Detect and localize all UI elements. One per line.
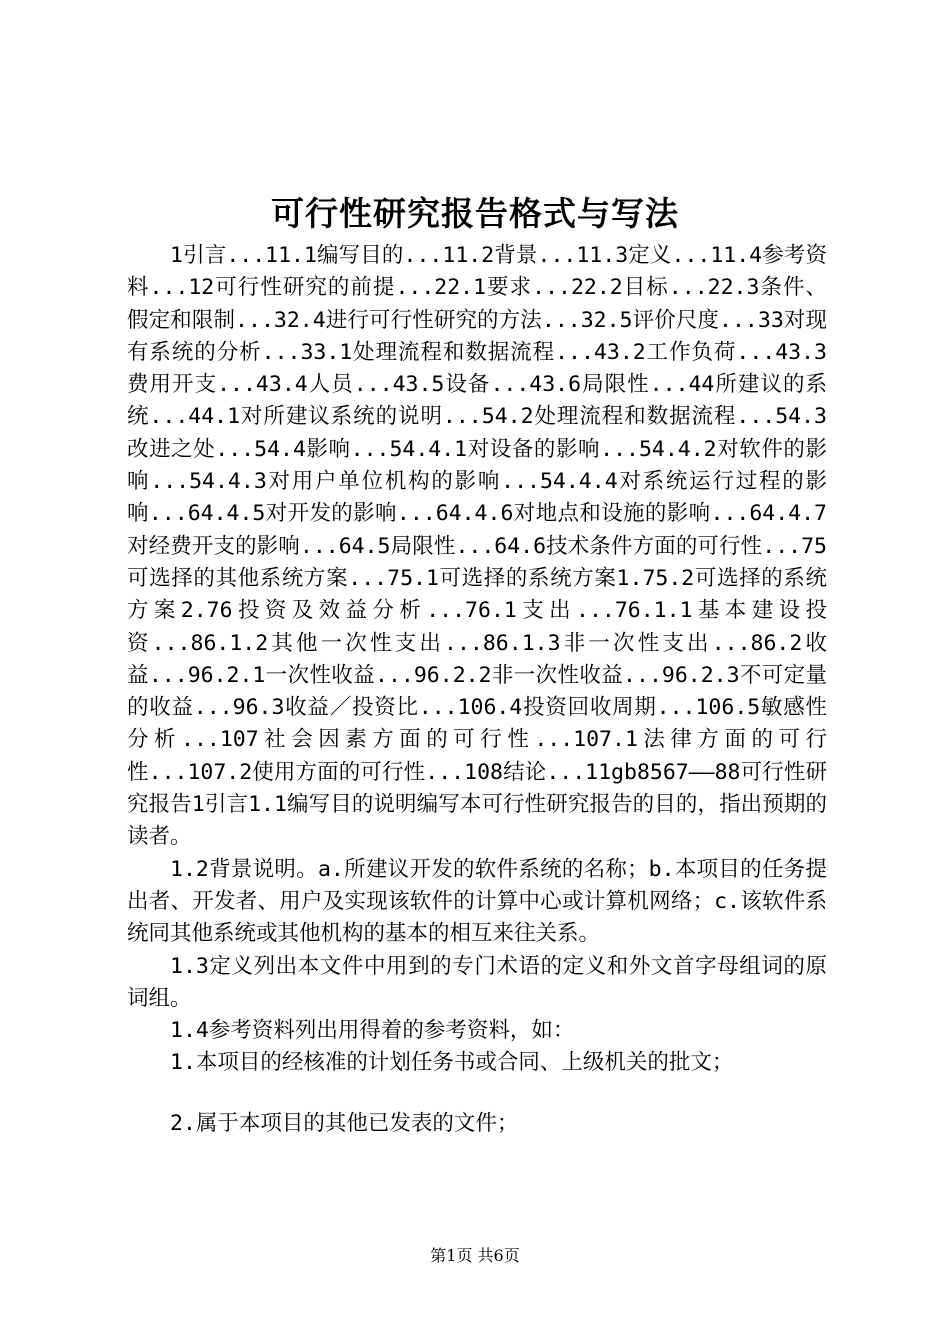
reference-item-1: 1.本项目的经核准的计划任务书或合同、上级机关的批文； <box>170 1050 734 1076</box>
background-paragraph: 1.2背景说明。a.所建议开发的软件系统的名称；b.本项目的任务提出者、开发者、用户及实现该软件的计算中心或计算机网络；c.该软件系统同其他系统或其他机构的基本的相互来往关系。 <box>127 856 827 947</box>
definition-paragraph: 1.3定义列出本文件中用到的专门术语的定义和外文首字母组词的原词组。 <box>127 953 827 1011</box>
document-title: 可行性研究报告格式与写法 <box>271 194 679 233</box>
reference-item-2: 2.属于本项目的其他已发表的文件； <box>170 1110 519 1136</box>
page-footer: 第1页 共6页 <box>430 1246 520 1265</box>
toc-paragraph: 1引言...11.1编写目的...11.2背景...11.3定义...11.4参考资料...12可行性研究的前提...22.1要求...22.2目标...22.3条件、假定和限制...32.4进行可行性研究的方法...32.5评价尺度...33对现有系统的分析...33.1处理流程和数据流程...43.2工作负荷...43.3费用开支...43.4人员...43.5设备...43.6局限性...44所建议的系统...44.1对所建议系统的说明...54.2处理流程和数据流程...54.3改进之处...54.4影响...54.4.1对设备的影响...54.4.2对软件的影响...54.4.3对用户单位机构的影响...54.4.4对系统运行过程的影响...64.4.5对开发的影响...64.4.6对地点和设施的影响...64.4.7对经费开支的影响...64.5局限性...64.6技术条件方面的可行性...75可选择的其他系统方案...75.1可选择的系统方案1.75.2可选择的系统方案2.76投资及效益分析...76.1支出...76.1.1基本建设投资...86.1.2其他一次性支出...86.1.3非一次性支出...86.2收益...96.2.1一次性收益...96.2.2非一次性收益...96.2.3不可定量的收益...96.3收益／投资比...106.4投资回收周期...106.5敏感性分析...107社会因素方面的可行性...107.1法律方面的可行性...107.2使用方面的可行性...108结论...11gb8567——88可行性研究报告1引言1.1编写目的说明编写本可行性研究报告的目的，指出预期的读者。 <box>127 243 827 850</box>
references-paragraph: 1.4参考资料列出用得着的参考资料，如： <box>170 1018 575 1044</box>
document-body <box>127 240 827 1140</box>
